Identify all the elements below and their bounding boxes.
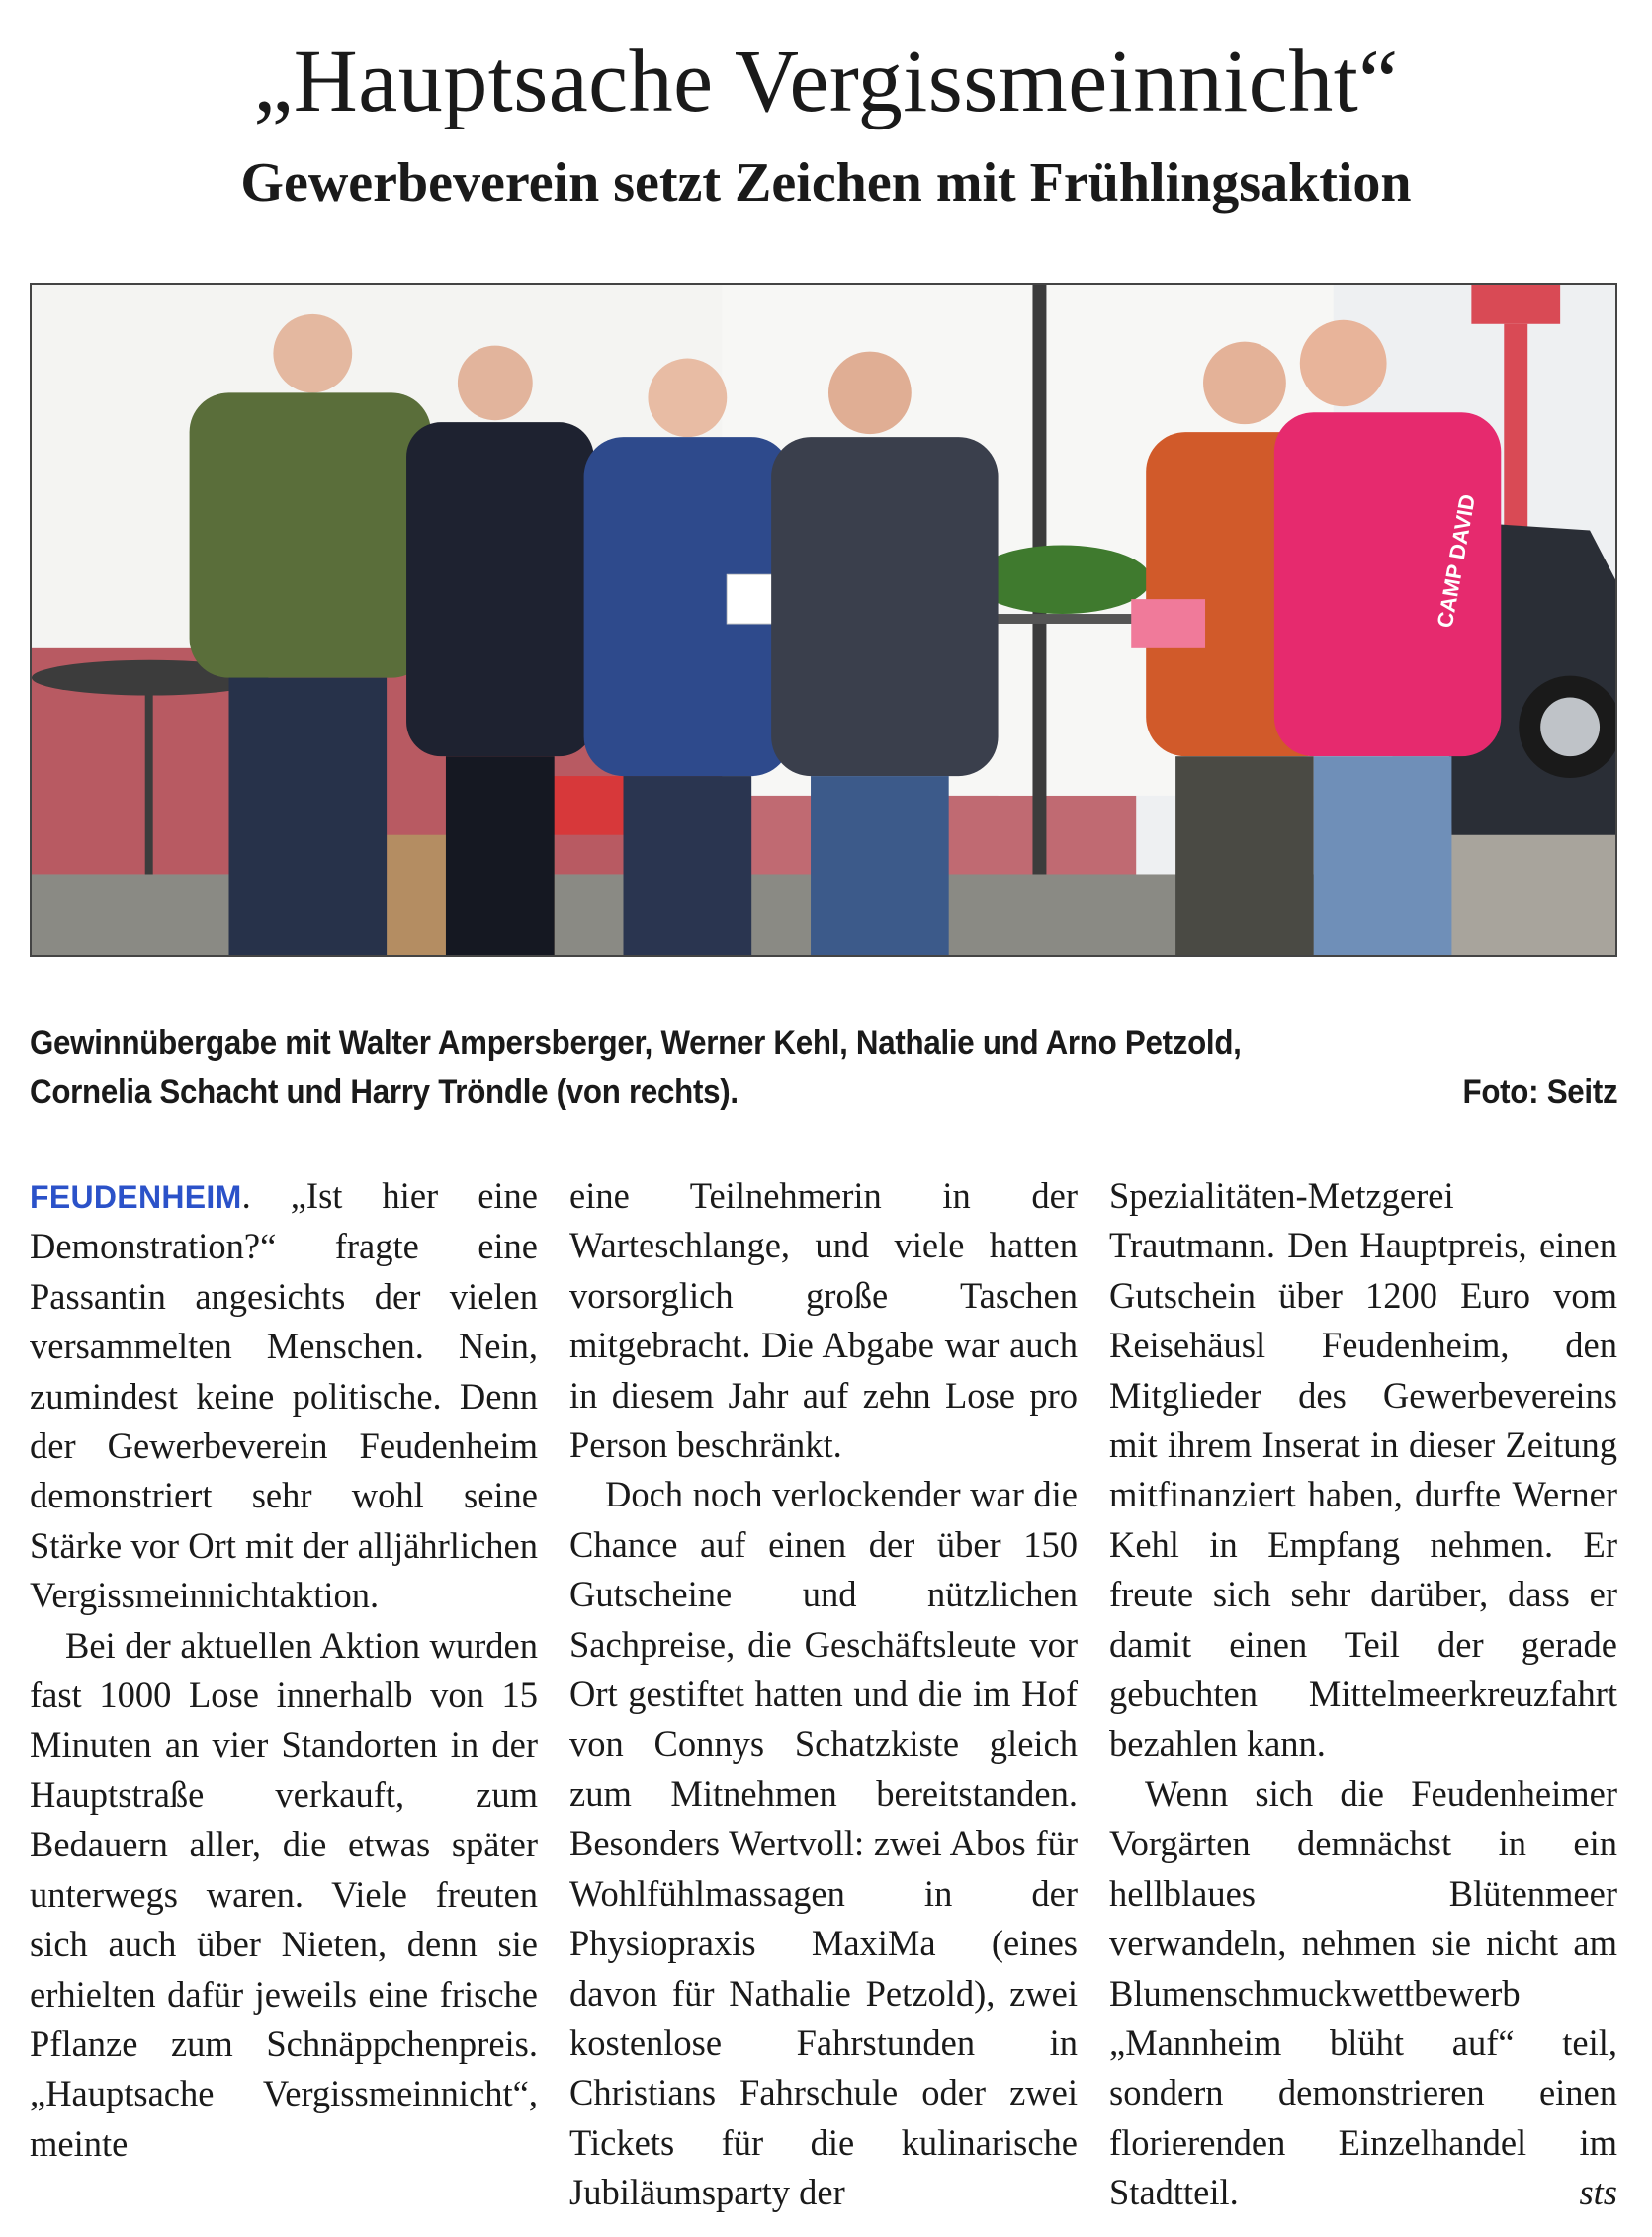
- subheadline: Gewerbeverein setzt Zeichen mit Frühlingsaktion: [240, 152, 1412, 214]
- column-3: [1109, 1171, 1617, 2218]
- dateline: FEUDENHEIM: [30, 1179, 242, 1215]
- article-photo: [30, 283, 1617, 957]
- photo-illustration: [32, 285, 1615, 955]
- photo-caption: [30, 1018, 1617, 1117]
- author-signature: sts: [1579, 2172, 1617, 2213]
- paragraph: [1109, 1769, 1617, 2218]
- headline: „Hauptsache Vergissmeinnicht“: [253, 33, 1399, 130]
- paragraph: eine Teilnehmerin in der Warteschlange, und viele hatten vorsorglich große Taschen mitgebracht. Die Abgabe war auch in diesem Jahr auf zehn Lose pro Person beschränkt.: [569, 1175, 1078, 1466]
- paragraph: Spezialitäten-Metzgerei Trautmann. Den Hauptpreis, einen Gutschein über 1200 Euro vom Reisehäusl Feudenheim, den Mitglieder des Gewerbevereins mit ihrem Inserat in dieser Zeitung mitfinanziert haben, durfte Werner Kehl in Empfang nehmen. Er freute sich sehr darüber, dass er damit einen Teil der gerade gebuchten Mittelmeerkreuzfahrt bezahlen kann.: [1109, 1175, 1617, 1764]
- jacket-lettering: CAMP DAVID: [1432, 492, 1481, 630]
- paragraph: Doch noch verlockender war die Chance auf einen der über 150 Gutscheine und nützlichen Sachpreise, die Geschäftsleute vor Ort gestiftet hatten und die im Hof von Connys Schatzkiste gleich zum Mitnehmen bereitstanden. Besonders Wertvoll: zwei Abos für Wohlfühlmassagen in der Physiopraxis MaxiMa (eines davon für Nathalie Petzold), zwei kostenlose Fahrstunden in Christians Fahrschule oder zwei Tickets für die kulinarische Jubiläumsparty der: [569, 1474, 1078, 2213]
- photo-credit: Foto: Seitz: [1462, 1074, 1618, 1111]
- caption-line-1: Gewinnübergabe mit Walter Ampersberger, Werner Kehl, Nathalie und Arno Petzold,: [30, 1024, 1242, 1062]
- column-1: [30, 1171, 538, 2169]
- paragraph: [30, 1171, 538, 1621]
- paragraph-text: . „Ist hier eine Demonstration?“ fragte eine Passantin angesichts der vielen versammelten Menschen. Nein, zumindest keine politische. Denn der Gewerbeverein Feudenheim demonstriert sehr wohl seine Stärke vor Ort mit der alljährlichen Vergissmeinnichtaktion.: [30, 1175, 538, 1616]
- paragraph-text: Wenn sich die Feudenheimer Vorgärten demnächst in ein hellblaues Blütenmeer verwandeln, nehmen sie nicht am Blumenschmuckwettbewerb „Mannheim blüht auf“ teil, sondern demonstrieren einen florierenden Einzelhandel im Stadtteil.: [1109, 1772, 1617, 2213]
- caption-line-2: Cornelia Schacht und Harry Tröndle (von rechts).: [30, 1074, 739, 1111]
- column-2: [569, 1171, 1078, 2218]
- paragraph: Bei der aktuellen Aktion wurden fast 1000 Lose innerhalb von 15 Minuten an vier Standorten in der Hauptstraße verkauft, zum Bedauern aller, die etwas später unterwegs waren. Viele freuten sich auch über Nieten, denn sie erhielten dafür jeweils eine frische Pflanze zum Schnäppchenpreis. „Hauptsache Vergissmeinnicht“, meinte: [30, 1624, 538, 2164]
- article-body: [30, 1171, 1617, 2219]
